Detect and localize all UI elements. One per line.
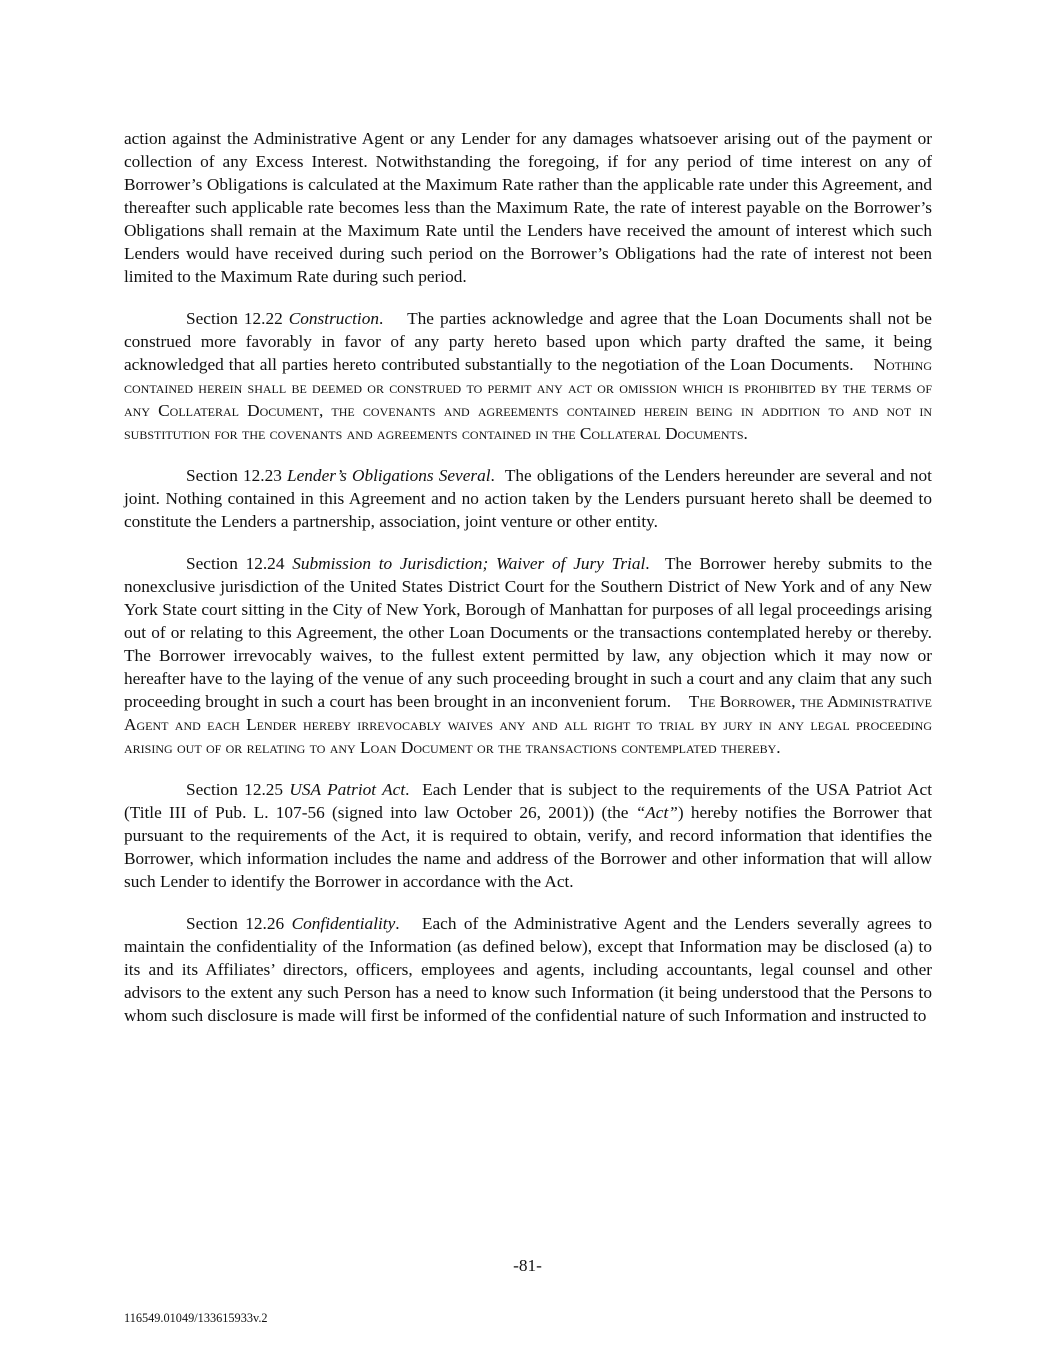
section-caps-text: The Borrower, the Administrative Agent and each Lender hereby irrevocably waives any and all right to trial by jury in any legal proceeding arising out of or relating to any Loan Document or the transactions contemplated thereby. bbox=[124, 692, 933, 757]
section-body: The obligations of the Lenders hereunder are several and not joint. Nothing contained in this Agreement and no action taken by the Lenders pursuant hereto shall be deemed to constitute the Lenders a partnership, association, joint venture or other entity. bbox=[124, 466, 932, 531]
document-page bbox=[124, 127, 932, 1046]
defined-term: “Act” bbox=[635, 803, 678, 822]
section-number: Section 12.25 bbox=[186, 780, 284, 799]
section-title: Confidentiality bbox=[291, 914, 396, 933]
section-body: The Borrower hereby submits to the nonexclusive jurisdiction of the United States District Court for the Southern District of New York and of any New York State court sitting in the City of New York, Borough of Manhattan for purposes of all legal proceedings arising out of or relating to this Agreement, the other Loan Documents or the transactions contemplated hereby or thereby. The Borrower irrevocably waives, to the fullest extent permitted by law, any objection which it may now or hereafter have to the laying of the venue of any such proceeding brought in such a court and any claim that any such proceeding brought in such a court has been brought in an inconvenient forum. bbox=[124, 554, 932, 711]
section-12-24: Section 12.24 Submission to Jurisdiction; Waiver of Jury Trial. The Borrower hereby submits to the nonexclusive jurisdiction of the United States District Court for the Southern District of New York and of any New York State court sitting in the City of New York, Borough of Manhattan for purposes of all legal proceedings arising out of or relating to this Agreement, the other Loan Documents or the transactions contemplated hereby or thereby. The Borrower irrevocably waives, to the fullest extent permitted by law, any objection which it may now or hereafter have to the laying of the venue of any such proceeding brought in such a court and any claim that any such proceeding brought in such a court has been brought in an inconvenient forum. The Borrower, the Administrative Agent and each Lender hereby irrevocably waives any and all right to trial by jury in any legal proceeding arising out of or relating to any Loan Document or the transactions contemplated thereby. bbox=[124, 554, 933, 757]
section-body: The parties acknowledge and agree that the Loan Documents shall not be construed more favorably in favor of any party hereto based upon which party drafted the same, it being acknowledged that all parties hereto contributed substantially to the negotiation of the Loan Documents. bbox=[124, 309, 932, 374]
intro-paragraph: action against the Administrative Agent or any Lender for any damages whatsoever arising out of the payment or collection of any Excess Interest. Notwithstanding the foregoing, if for any period of time interest on any of Borrower’s Obligations is calculated at the Maximum Rate rather than the applicable rate under this Agreement, and thereafter such applicable rate becomes less than the Maximum Rate, the rate of interest payable on the Borrower’s Obligations shall remain at the Maximum Rate until the Lenders have received the amount of interest which such Lenders would have received during such period on the Borrower’s Obligations had the rate of interest not been limited to the Maximum Rate during such period. bbox=[124, 129, 932, 286]
section-title: Submission to Jurisdiction; Waiver of Jury Trial bbox=[292, 554, 646, 573]
section-body: Each of the Administrative Agent and the Lenders severally agrees to maintain the confidentiality of the Information (as defined below), except that Information may be disclosed (a) to its and its Affiliates’ directors, officers, employees and agents, including accountants, legal counsel and other advisors to the extent any such Person has a need to know such Information (it being understood that the Persons to whom such disclosure is made will first be informed of the confidential nature of such Information and instructed to bbox=[124, 914, 932, 1025]
section-body-continued: ) hereby notifies the Borrower that pursuant to the requirements of the Act, it is required to obtain, verify, and record information that identifies the Borrower, which information includes the name and address of the Borrower and other information that will allow such Lender to identify the Borrower in accordance with the Act. bbox=[124, 803, 932, 891]
section-title: Lender’s Obligations Several bbox=[287, 466, 491, 485]
section-12-23: Section 12.23 Lender’s Obligations Several. The obligations of the Lenders hereunder are several and not joint. Nothing contained in this Agreement and no action taken by the Lenders pursuant hereto shall be deemed to constitute the Lenders a partnership, association, joint venture or other entity. bbox=[124, 466, 932, 531]
page-number: -81- bbox=[513, 1256, 542, 1275]
section-body: Each Lender that is subject to the requirements of the USA Patriot Act (Title III of Pub. L. 107-56 (signed into law October 26, 2001)) (the bbox=[124, 780, 933, 822]
section-title: USA Patriot Act bbox=[289, 780, 406, 799]
section-number: Section 12.26 bbox=[186, 914, 285, 933]
section-title: Construction bbox=[288, 309, 380, 328]
section-number: Section 12.23 bbox=[186, 466, 282, 485]
section-caps-text: Nothing contained herein shall be deemed or construed to permit any act or omission which is prohibited by the terms of any Collateral Document, the covenants and agreements contained herein being in addition to and not in substitution for the covenants and agreements contained in the Collateral Documents. bbox=[124, 355, 932, 443]
section-number: Section 12.22 bbox=[186, 309, 283, 328]
section-12-26: Section 12.26 Confidentiality. Each of the Administrative Agent and the Lenders severally agrees to maintain the confidentiality of the Information (as defined below), except that Information may be disclosed (a) to its and its Affiliates’ directors, officers, employees and agents, including accountants, legal counsel and other advisors to the extent any such Person has a need to know such Information (it being understood that the Persons to whom such disclosure is made will first be informed of the confidential nature of such Information and instructed to bbox=[124, 914, 932, 1025]
section-12-22: Section 12.22 Construction. The parties acknowledge and agree that the Loan Documents shall not be construed more favorably in favor of any party hereto based upon which party drafted the same, it being acknowledged that all parties hereto contributed substantially to the negotiation of the Loan Documents. Nothing contained herein shall be deemed or construed to permit any act or omission which is prohibited by the terms of any Collateral Document, the covenants and agreements contained herein being in addition to and not in substitution for the covenants and agreements contained in the Collateral Documents. bbox=[124, 309, 932, 443]
section-number: Section 12.24 bbox=[186, 554, 285, 573]
section-12-25: Section 12.25 USA Patriot Act. Each Lender that is subject to the requirements of the USA Patriot Act (Title III of Pub. L. 107-56 (signed into law October 26, 2001)) (the “Act”) hereby notifies the Borrower that pursuant to the requirements of the Act, it is required to obtain, verify, and record information that identifies the Borrower, which information includes the name and address of the Borrower and other information that will allow such Lender to identify the Borrower in accordance with the Act. bbox=[124, 780, 933, 891]
document-id: 116549.01049/133615933v.2 bbox=[124, 1311, 268, 1325]
